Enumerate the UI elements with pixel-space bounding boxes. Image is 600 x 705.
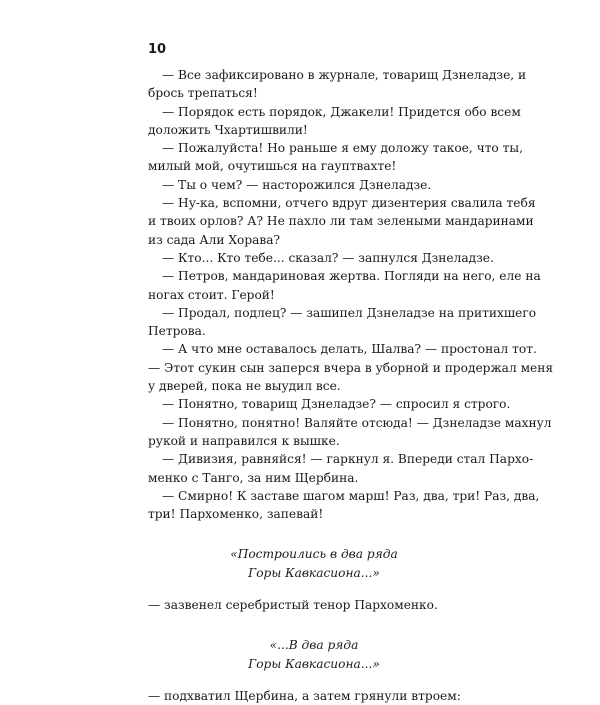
verse-2 bbox=[148, 636, 480, 673]
paragraph-line: милый мой, очутишься на гауптвахте! bbox=[148, 159, 397, 174]
paragraph-line: — Дивизия, равняйся! — гаркнул я. Впереди стал Пархо- bbox=[162, 452, 534, 467]
paragraph bbox=[148, 139, 523, 176]
paragraph-line: у дверей, пока не выудил все. bbox=[148, 379, 341, 394]
paragraph bbox=[148, 194, 536, 249]
paragraph bbox=[148, 340, 554, 395]
paragraph-line: три! Пархоменко, запевай! bbox=[148, 507, 324, 522]
verse-1 bbox=[148, 545, 480, 582]
paragraph-line: и твоих орлов? А? Не пахло ли там зелеными мандаринами bbox=[148, 214, 534, 229]
verse-line: «Построились в два ряда bbox=[230, 547, 398, 562]
paragraph bbox=[148, 249, 494, 267]
paragraph-line: — Смирно! К заставе шагом марш! Раз, два, три! Раз, два, bbox=[162, 488, 540, 503]
paragraph-line: — Понятно, товарищ Дзнеладзе? — спросил я строго. bbox=[162, 397, 511, 412]
paragraph bbox=[148, 304, 537, 341]
paragraph-line: — Ну-ка, вспомни, отчего вдруг дизентерия свалила тебя bbox=[162, 196, 536, 211]
text-body bbox=[148, 66, 554, 705]
paragraph-line: — Этот сукин сын заперся вчера в уборной и продержал меня bbox=[148, 360, 554, 375]
paragraph bbox=[148, 66, 527, 103]
paragraph-line: — Все зафиксировано в журнале, товарищ Дзнеладзе, и bbox=[162, 68, 527, 82]
paragraph-line: — подхватил Щербина, а затем грянули втроем: bbox=[148, 688, 461, 703]
paragraph-line: — Продал, подлец? — зашипел Дзнеладзе на притихшего bbox=[162, 305, 537, 320]
paragraph-line: — Порядок есть порядок, Джакели! Придется обо всем bbox=[162, 104, 521, 119]
verse-line: Горы Кавкасиона...» bbox=[248, 565, 380, 580]
paragraph-line: рукой и направился к вышке. bbox=[148, 433, 340, 448]
dialogue-block bbox=[148, 66, 554, 523]
paragraph-line: — А что мне оставалось делать, Шалва? — простонал тот. bbox=[162, 342, 537, 357]
paragraph bbox=[148, 267, 541, 304]
paragraph-line: ногах стоит. Герой! bbox=[148, 287, 275, 302]
paragraph-line: менко с Танго, за ним Щербина. bbox=[148, 470, 359, 485]
paragraph-line: из сада Али Хорава? bbox=[148, 232, 281, 247]
paragraph-line: Петрова. bbox=[148, 324, 206, 339]
paragraph bbox=[148, 687, 480, 705]
paragraph-line: — зазвенел серебристый тенор Пархоменко. bbox=[148, 598, 438, 613]
paragraph bbox=[148, 414, 552, 451]
paragraph-line: — Пожалуйста! Но раньше я ему доложу такое, что ты, bbox=[162, 141, 523, 156]
paragraph bbox=[148, 596, 480, 614]
verse-line: «...В два ряда bbox=[269, 638, 359, 653]
page-number: 10 bbox=[148, 42, 167, 57]
paragraph-line: — Петров, мандариновая жертва. Погляди на него, еле на bbox=[162, 269, 541, 284]
verse-line: Горы Кавкасиона...» bbox=[248, 656, 380, 671]
paragraph bbox=[148, 450, 534, 487]
paragraph bbox=[148, 487, 540, 524]
paragraph bbox=[148, 103, 521, 140]
paragraph-line: — Кто... Кто тебе... сказал? — запнулся Дзнеладзе. bbox=[162, 250, 494, 265]
paragraph-line: — Ты о чем? — насторожился Дзнеладзе. bbox=[162, 177, 432, 192]
paragraph bbox=[148, 395, 511, 413]
paragraph-line: брось трепаться! bbox=[148, 86, 258, 101]
paragraph-line: — Понятно, понятно! Валяйте отсюда! — Дзнеладзе махнул bbox=[162, 415, 552, 430]
paragraph-line: доложить Чхартишвили! bbox=[148, 122, 308, 137]
paragraph bbox=[148, 176, 480, 194]
